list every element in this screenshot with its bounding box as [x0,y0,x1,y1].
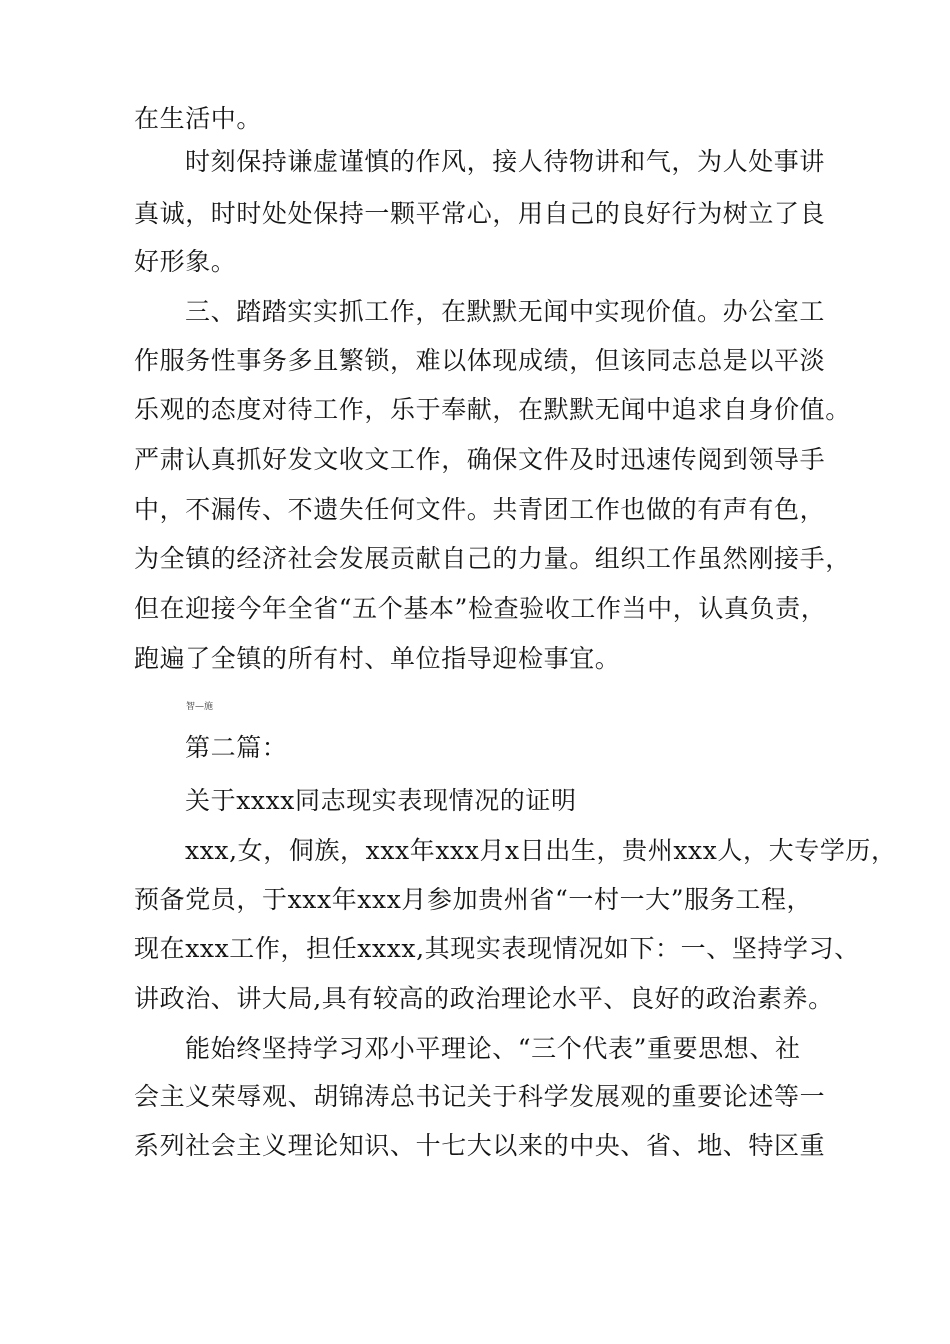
text-line-20: 会主义荣辱观、胡锦涛总书记关于科学发展观的重要论述等一 [134,1082,826,1111]
text-line-8: 严肃认真抓好发文收文工作，确保文件及时迅速传阅到领导手 [134,445,826,474]
text-line-21: 系列社会主义理论知识、十七大以来的中央、省、地、特区重 [134,1131,826,1160]
text-line-16: 预备党员，于xxx年xxx月参加贵州省“一村一大”服务工程， [134,885,813,914]
text-line-18: 讲政治、讲大局,具有较高的政治理论水平、良好的政治素养。 [134,984,834,1013]
text-line-1: 在生活中。 [134,104,263,133]
text-line-15: xxx,女，侗族，xxx年xxx月x日出生，贵州xxx人，大专学历， [185,836,897,865]
page-marker: 智—施 [186,702,214,712]
text-line-17: 现在xxx工作，担任xxxx,其现实表现情况如下：一、坚持学习、 [134,934,860,963]
text-line-5: 三、踏踏实实抓工作，在默默无闻中实现价值。办公室工 [185,297,826,326]
text-line-9: 中，不漏传、不遗失任何文件。共青团工作也做的有声有色， [134,495,826,524]
text-line-3: 真诚，时时处处保持一颗平常心，用自己的良好行为树立了良 [134,199,826,228]
text-line-12: 跑遍了全镇的所有村、单位指导迎检事宜。 [134,644,621,673]
text-line-6: 作服务性事务多且繁锁，难以体现成绩，但该同志总是以平淡 [134,346,826,375]
section-heading: 第二篇： [185,733,288,762]
text-line-2: 时刻保持谦虚谨慎的作风，接人待物讲和气，为人处事讲 [185,147,826,176]
text-line-19: 能始终坚持学习邓小平理论、“三个代表”重要思想、社 [185,1034,801,1063]
text-line-4: 好形象。 [134,247,237,276]
certificate-title: 关于xxxx同志现实表现情况的证明 [185,786,577,815]
text-line-7: 乐观的态度对待工作，乐于奉献，在默默无闻中追求自身价值。 [134,395,851,424]
text-line-11: 但在迎接今年全省“五个基本”检查验收工作当中，认真负责， [134,594,827,623]
text-line-10: 为全镇的经济社会发展贡献自己的力量。组织工作虽然刚接手， [134,544,851,573]
